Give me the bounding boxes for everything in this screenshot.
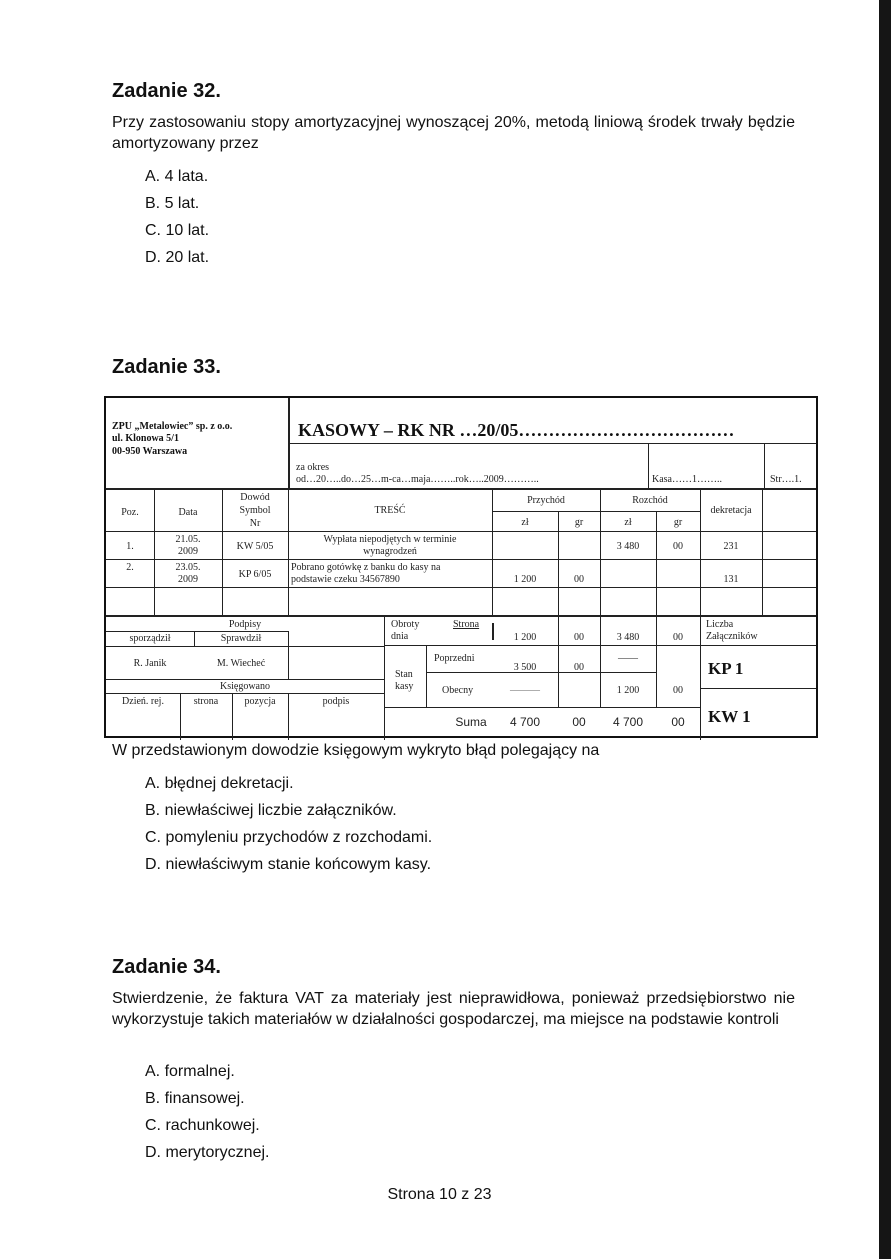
liczba-label: Liczba (706, 619, 734, 630)
task-32-title: Zadanie 32. (112, 80, 221, 102)
row2-przychod-gr: 00 (574, 574, 584, 585)
task-34-question: Stwierdzenie, że faktura VAT za materiały jest nieprawidłowa, ponieważ przedsiębiorstwo nie wykorzystuje takich materiałów w działalności gospodarczej, ma miejsce na podstawie kontroli (112, 990, 795, 1028)
row1-dekretacja: 231 (723, 541, 739, 552)
col-dowod-nr: Nr (249, 518, 261, 529)
col-dekretacja: dekretacja (710, 505, 752, 516)
col-dowod-symbol: Symbol (239, 505, 271, 516)
sporzadzil-label: sporządził (129, 633, 171, 644)
task-34-option-b: B. finansowej. (145, 1090, 245, 1107)
zalacznikow-label: Załączników (706, 631, 758, 642)
task-32-option-c: C. 10 lat. (145, 222, 210, 239)
row1-dowod: KW 5/05 (236, 541, 274, 552)
poprzedni-label: Poprzedni (434, 653, 475, 664)
obecny-label: Obecny (442, 685, 474, 696)
row1-poz: 1. (126, 541, 134, 552)
page-footer: Strona 10 z 23 (387, 1186, 492, 1203)
page-number: Str….1. (770, 474, 802, 485)
col-przychod: Przychód (527, 495, 565, 506)
task-34-option-d: D. merytorycznej. (145, 1144, 270, 1161)
suma-przychod-zl: 4 700 (509, 715, 541, 729)
col-rozchod-zl: zł (624, 517, 632, 528)
task-34-title: Zadanie 34. (112, 956, 221, 978)
task-33-title: Zadanie 33. (112, 356, 221, 378)
cash-report-form (104, 396, 818, 738)
row2-year: 2009 (178, 574, 198, 585)
row2-poz: 2. (126, 562, 134, 573)
obroty-przychod-gr: 00 (574, 632, 584, 643)
poprzedni-rozchod: —— (618, 653, 638, 664)
obecny-przychod: ——— (510, 685, 540, 696)
sprawdzil-label: Sprawdził (220, 633, 262, 644)
podpis-label: podpis (322, 696, 350, 707)
suma-przychod-gr: 00 (572, 715, 586, 729)
task-32-option-b: B. 5 lat. (145, 195, 200, 212)
kw-attachments: KW 1 (708, 707, 751, 726)
kasy-label: kasy (395, 681, 414, 692)
row2-tresc-line1: Pobrano gotówkę z banku do kasy na (291, 562, 441, 573)
row1-rozchod-zl: 3 480 (616, 541, 640, 552)
company-street: ul. Klonowa 5/1 (112, 433, 179, 444)
row1-rozchod-gr: 00 (673, 541, 683, 552)
task-32-option-d: D. 20 lat. (145, 249, 210, 266)
col-tresc: TREŚĆ (374, 505, 406, 516)
company-city: 00-950 Warszawa (112, 446, 188, 457)
period-value: od…20…..do…25…m-ca…maja……..rok…..2009……….. (296, 474, 539, 485)
stan-label: Stan (395, 669, 413, 680)
strona-label: strona (193, 696, 219, 707)
task-33-option-b: B. niewłaściwej liczbie załączników. (145, 802, 397, 819)
obroty-rozchod-zl: 3 480 (616, 632, 640, 643)
task-32-options (145, 166, 209, 274)
dnia-label: dnia (391, 631, 409, 642)
obroty-rozchod-gr: 00 (673, 632, 683, 643)
obroty-przychod-zl: 1 200 (513, 632, 537, 643)
obecny-rozchod-zl: 1 200 (616, 685, 640, 696)
task-33-option-d: D. niewłaściwym stanie końcowym kasy. (145, 856, 432, 873)
podpisy-label: Podpisy (228, 619, 262, 630)
strona-link: Strona (453, 619, 480, 630)
poprzedni-zl: 3 500 (513, 662, 537, 673)
row1-tresc-line2: wynagrodzeń (363, 546, 417, 557)
col-rozchod: Rozchód (632, 495, 668, 506)
row1-date: 21.05. (175, 534, 201, 545)
poprzedni-gr: 00 (574, 662, 584, 673)
ksiegowano-label: Księgowano (220, 681, 270, 692)
obroty-label: Obroty (391, 619, 420, 630)
task-32-option-a: A. 4 lata. (145, 168, 209, 185)
task-33-option-c: C. pomyleniu przychodów z rozchodami. (145, 829, 433, 846)
task-33-options (145, 773, 432, 881)
suma-rozchod-gr: 00 (671, 715, 685, 729)
task-33-question: W przedstawionym dowodzie księgowym wykryto błąd polegający na (112, 742, 600, 759)
task-34-options (145, 1061, 269, 1169)
task-34-option-a: A. formalnej. (145, 1063, 235, 1080)
col-przychod-zl: zł (521, 517, 529, 528)
task-33-option-a: A. błędnej dekretacji. (145, 775, 294, 792)
row1-tresc-line1: Wypłata niepodjętych w terminie (323, 534, 457, 545)
task-34-option-c: C. rachunkowej. (145, 1117, 260, 1134)
row2-dowod: KP 6/05 (238, 569, 272, 580)
obecny-rozchod-gr: 00 (673, 685, 683, 696)
col-poz: Poz. (121, 507, 139, 518)
pozycja-label: pozycja (244, 696, 276, 707)
suma-label: Suma (455, 715, 487, 729)
row1-year: 2009 (178, 546, 198, 557)
task-32-question: Przy zastosowaniu stopy amortyzacyjnej wynoszącej 20%, metodą liniową środek trwały będzie amortyzowany przez (112, 114, 795, 152)
report-title: KASOWY – RK NR …20/05……………………………… (298, 420, 735, 440)
col-przychod-gr: gr (574, 517, 584, 528)
sprawdzil-name: M. Wiecheć (216, 658, 266, 669)
row2-tresc-line2: podstawie czeku 34567890 (291, 574, 400, 585)
row2-date: 23.05. (175, 562, 201, 573)
col-rozchod-gr: gr (673, 517, 683, 528)
kasa-number: Kasa……1…….. (652, 474, 722, 485)
scan-edge (879, 0, 891, 1259)
period-label: za okres (296, 462, 330, 473)
row2-przychod-zl: 1 200 (513, 574, 537, 585)
sporzadzil-name: R. Janik (133, 658, 167, 669)
kp-attachments: KP 1 (708, 659, 744, 678)
dzien-rej-label: Dzień. rej. (122, 696, 164, 707)
col-dowod: Dowód (240, 492, 270, 503)
col-data: Data (178, 507, 198, 518)
row2-dekretacja: 131 (723, 574, 739, 585)
suma-rozchod-zl: 4 700 (612, 715, 644, 729)
company-name: ZPU „Metalowiec” sp. z o.o. (112, 421, 233, 432)
